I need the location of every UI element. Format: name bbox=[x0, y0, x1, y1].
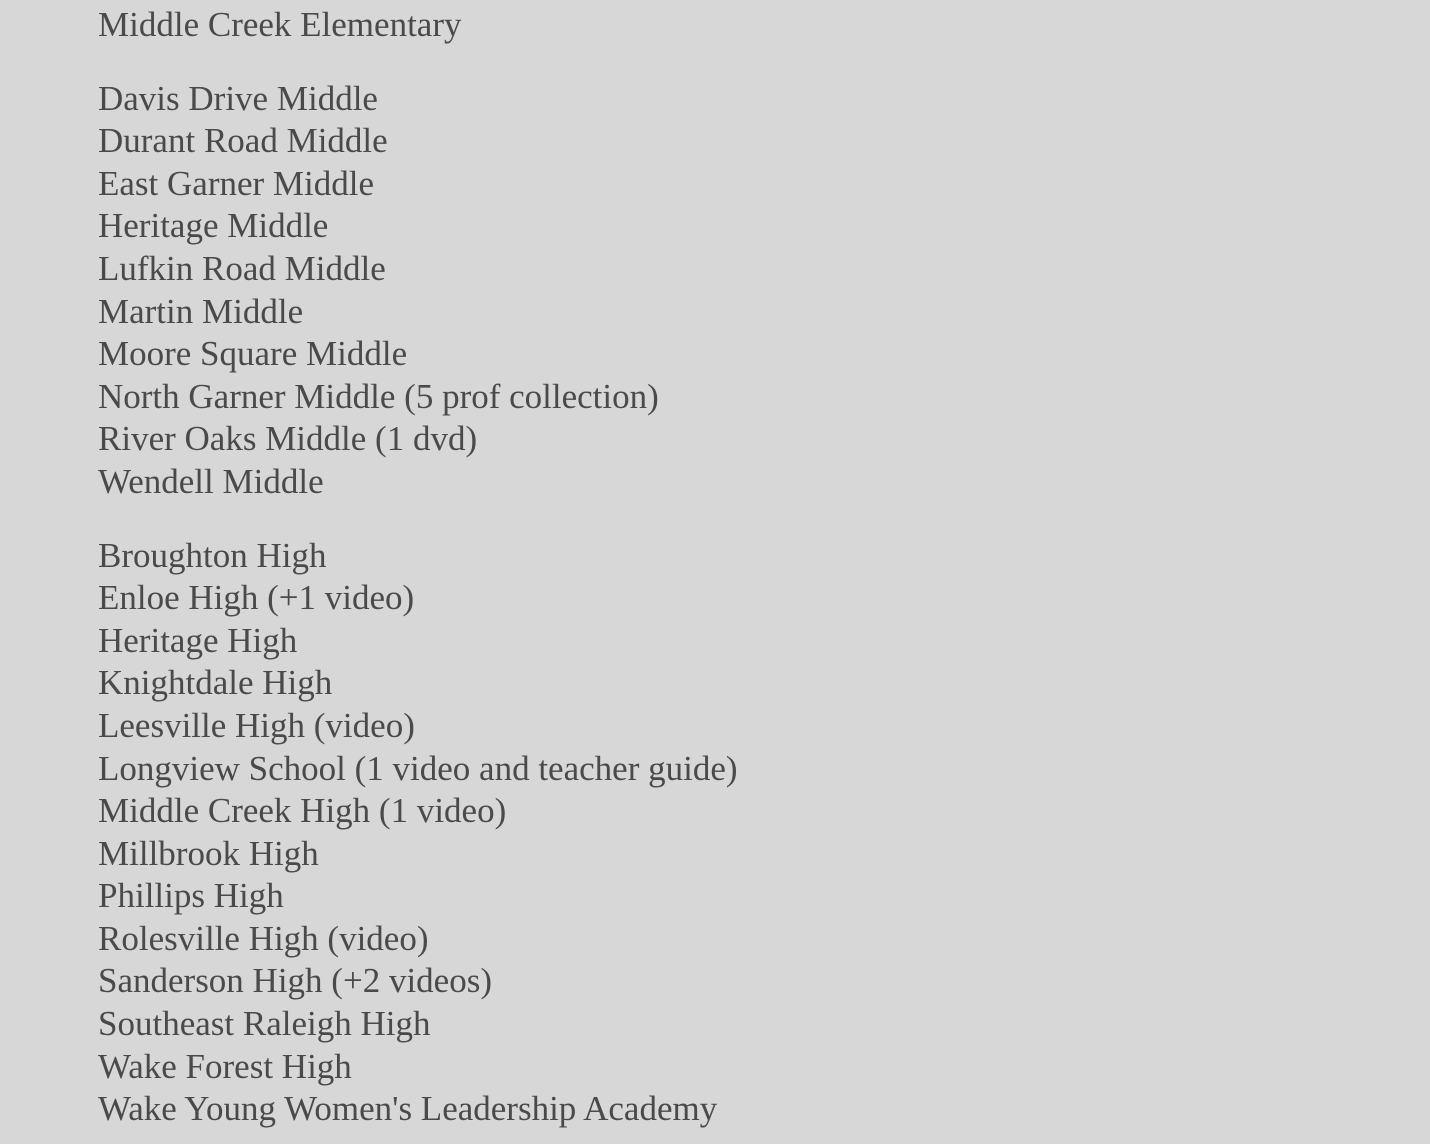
school-item: Martin Middle bbox=[98, 291, 304, 331]
school-item: Durant Road Middle bbox=[98, 121, 388, 161]
school-item: Millbrook High bbox=[98, 833, 319, 873]
school-item: Leesville High (video) bbox=[98, 705, 415, 745]
school-item: Moore Square Middle bbox=[98, 334, 408, 374]
school-item: Longview School (1 video and teacher guide) bbox=[98, 748, 738, 788]
school-item: Heritage Middle bbox=[98, 206, 329, 246]
school-item: Wendell Middle bbox=[98, 461, 324, 501]
school-item: East Garner Middle bbox=[98, 163, 375, 203]
school-item: Wake Young Women's Leadership Academy bbox=[98, 1089, 718, 1129]
school-item: North Garner Middle (5 prof collection) bbox=[98, 376, 659, 416]
middle-schools-group bbox=[98, 78, 1430, 504]
school-item: Southeast Raleigh High bbox=[98, 1004, 431, 1044]
elementary-schools-group bbox=[98, 4, 1430, 47]
school-item: Rolesville High (video) bbox=[98, 918, 429, 958]
high-schools-group bbox=[98, 535, 1430, 1131]
school-item: Heritage High bbox=[98, 620, 298, 660]
school-item: Wake Forest High bbox=[98, 1046, 352, 1086]
school-item: Knightdale High bbox=[98, 663, 333, 703]
school-item: Sanderson High (+2 videos) bbox=[98, 961, 492, 1001]
school-item: Davis Drive Middle bbox=[98, 78, 378, 118]
school-item: Phillips High bbox=[98, 876, 284, 916]
school-item: Middle Creek High (1 video) bbox=[98, 791, 507, 831]
school-item: Middle Creek Elementary bbox=[98, 5, 462, 44]
school-item: River Oaks Middle (1 dvd) bbox=[98, 419, 478, 459]
school-item: Broughton High bbox=[98, 535, 327, 575]
school-item: Lufkin Road Middle bbox=[98, 248, 386, 288]
school-item: Enloe High (+1 video) bbox=[98, 578, 415, 618]
